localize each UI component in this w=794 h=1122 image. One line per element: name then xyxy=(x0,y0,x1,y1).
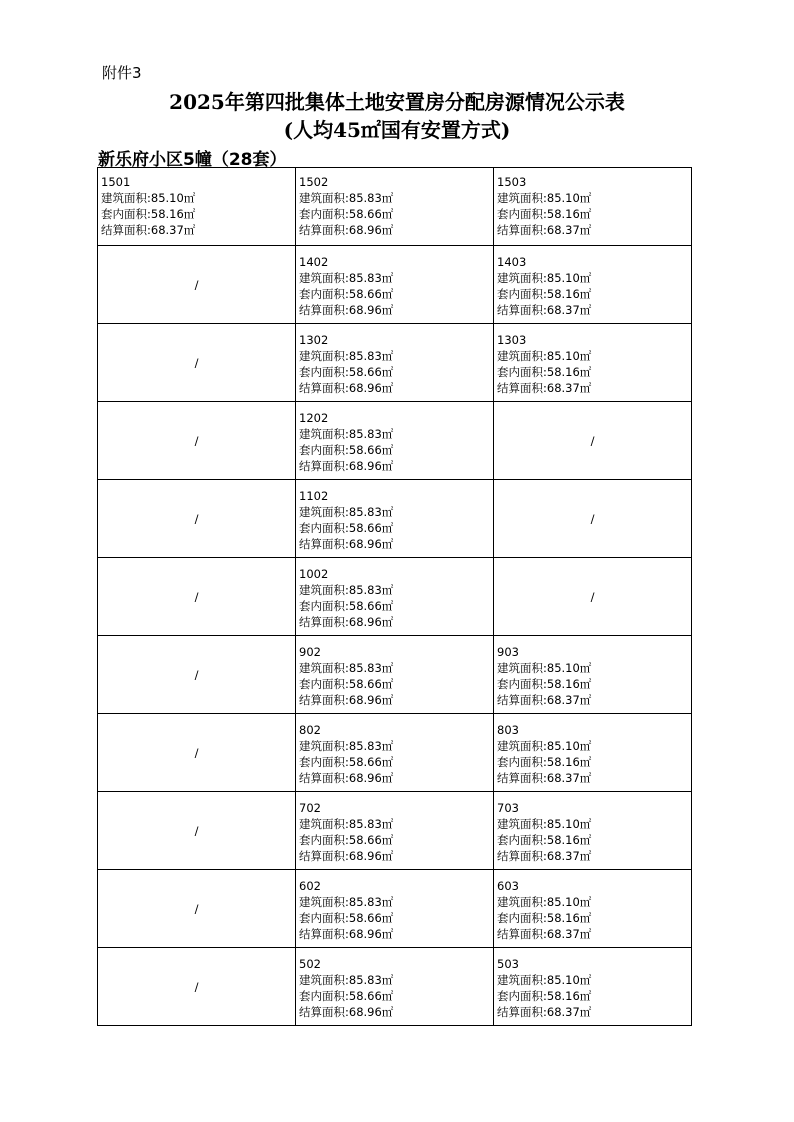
interior-area-line xyxy=(497,206,691,222)
unit-number: 603 xyxy=(497,879,519,893)
empty-cell: / xyxy=(494,402,692,480)
settlement-area-line xyxy=(299,380,493,396)
interior-area-line xyxy=(299,676,493,692)
settlement-area-label: 结算面积: xyxy=(497,223,547,237)
building-area-value: 85.10㎡ xyxy=(546,191,592,205)
interior-area-label: 套内面积: xyxy=(299,287,349,301)
building-area-value: 85.10㎡ xyxy=(546,349,592,363)
building-area-value: 85.83㎡ xyxy=(348,191,394,205)
unit-table xyxy=(97,167,692,1026)
settlement-area-line xyxy=(101,222,295,238)
building-area-label: 建筑面积: xyxy=(299,973,349,987)
settlement-area-label: 结算面积: xyxy=(299,303,349,317)
empty-cell: / xyxy=(98,324,296,402)
empty-cell: / xyxy=(98,714,296,792)
building-area-label: 建筑面积: xyxy=(497,973,547,987)
interior-area-value: 58.66㎡ xyxy=(348,989,394,1003)
interior-area-value: 58.66㎡ xyxy=(348,599,394,613)
unit-cell xyxy=(296,168,494,246)
interior-area-value: 58.66㎡ xyxy=(348,911,394,925)
building-area-line xyxy=(497,348,691,364)
unit-number: 1303 xyxy=(497,333,527,347)
building-area-line xyxy=(299,270,493,286)
settlement-area-line xyxy=(497,770,691,786)
unit-number: 502 xyxy=(299,957,321,971)
building-area-line xyxy=(299,738,493,754)
settlement-area-line xyxy=(299,848,493,864)
unit-info xyxy=(494,714,691,786)
interior-area-value: 58.66㎡ xyxy=(348,677,394,691)
interior-area-label: 套内面积: xyxy=(497,677,547,691)
settlement-area-line xyxy=(299,302,493,318)
unit-cell xyxy=(494,870,692,948)
interior-area-line xyxy=(299,910,493,926)
empty-cell: / xyxy=(98,246,296,324)
settlement-area-line xyxy=(497,848,691,864)
building-area-value: 85.83㎡ xyxy=(348,583,394,597)
interior-area-label: 套内面积: xyxy=(497,755,547,769)
building-area-label: 建筑面积: xyxy=(497,191,547,205)
unit-number: 903 xyxy=(497,645,519,659)
unit-number: 1002 xyxy=(299,567,329,581)
unit-number: 1402 xyxy=(299,255,329,269)
settlement-area-label: 结算面积: xyxy=(299,223,349,237)
unit-info xyxy=(296,402,493,474)
interior-area-label: 套内面积: xyxy=(497,833,547,847)
unit-info xyxy=(296,792,493,864)
unit-cell xyxy=(296,480,494,558)
table-row xyxy=(98,792,692,870)
settlement-area-value: 68.37㎡ xyxy=(546,223,592,237)
settlement-area-label: 结算面积: xyxy=(101,223,151,237)
empty-cell: / xyxy=(98,558,296,636)
settlement-area-label: 结算面积: xyxy=(497,693,547,707)
building-area-value: 85.10㎡ xyxy=(546,973,592,987)
interior-area-line xyxy=(299,206,493,222)
section-title: 新乐府小区5幢（28套） xyxy=(98,150,287,170)
building-area-label: 建筑面积: xyxy=(299,661,349,675)
building-area-label: 建筑面积: xyxy=(299,427,349,441)
table-row xyxy=(98,402,692,480)
unit-info xyxy=(296,948,493,1020)
interior-area-value: 58.66㎡ xyxy=(348,365,394,379)
building-area-label: 建筑面积: xyxy=(497,739,547,753)
interior-area-label: 套内面积: xyxy=(299,677,349,691)
settlement-area-line xyxy=(497,926,691,942)
page-subtitle: (人均45㎡国有安置方式) xyxy=(283,118,511,142)
settlement-area-value: 68.96㎡ xyxy=(348,381,394,395)
settlement-area-value: 68.37㎡ xyxy=(546,927,592,941)
unit-info xyxy=(296,558,493,630)
interior-area-value: 58.16㎡ xyxy=(546,833,592,847)
building-area-line xyxy=(299,972,493,988)
empty-cell: / xyxy=(494,558,692,636)
unit-number: 503 xyxy=(497,957,519,971)
settlement-area-value: 68.37㎡ xyxy=(546,849,592,863)
unit-number: 1501 xyxy=(101,175,131,189)
interior-area-label: 套内面积: xyxy=(497,365,547,379)
interior-area-label: 套内面积: xyxy=(299,833,349,847)
interior-area-line xyxy=(497,286,691,302)
interior-area-line xyxy=(497,364,691,380)
unit-number: 702 xyxy=(299,801,321,815)
building-area-label: 建筑面积: xyxy=(299,583,349,597)
settlement-area-line xyxy=(299,536,493,552)
settlement-area-value: 68.37㎡ xyxy=(546,1005,592,1019)
unit-info xyxy=(494,246,691,318)
interior-area-value: 58.16㎡ xyxy=(546,755,592,769)
unit-cell xyxy=(494,792,692,870)
building-area-value: 85.10㎡ xyxy=(150,191,196,205)
empty-cell: / xyxy=(98,636,296,714)
interior-area-value: 58.16㎡ xyxy=(546,911,592,925)
interior-area-label: 套内面积: xyxy=(299,599,349,613)
building-area-line xyxy=(299,426,493,442)
building-area-value: 85.10㎡ xyxy=(546,817,592,831)
unit-info xyxy=(494,324,691,396)
building-area-value: 85.83㎡ xyxy=(348,973,394,987)
unit-info xyxy=(296,324,493,396)
interior-area-label: 套内面积: xyxy=(299,207,349,221)
unit-info xyxy=(296,870,493,942)
building-area-line xyxy=(497,190,691,206)
building-area-line xyxy=(497,738,691,754)
building-area-label: 建筑面积: xyxy=(299,739,349,753)
interior-area-label: 套内面积: xyxy=(497,207,547,221)
settlement-area-line xyxy=(497,222,691,238)
settlement-area-value: 68.37㎡ xyxy=(150,223,196,237)
table-row xyxy=(98,870,692,948)
table-row xyxy=(98,558,692,636)
settlement-area-label: 结算面积: xyxy=(497,1005,547,1019)
attachment-label: 附件3 xyxy=(102,64,142,82)
interior-area-label: 套内面积: xyxy=(497,911,547,925)
unit-number: 1403 xyxy=(497,255,527,269)
interior-area-label: 套内面积: xyxy=(299,755,349,769)
unit-cell xyxy=(296,948,494,1026)
settlement-area-value: 68.96㎡ xyxy=(348,615,394,629)
settlement-area-line xyxy=(299,770,493,786)
table-row xyxy=(98,714,692,792)
unit-info xyxy=(494,870,691,942)
building-area-value: 85.83㎡ xyxy=(348,817,394,831)
settlement-area-label: 结算面积: xyxy=(299,615,349,629)
settlement-area-value: 68.96㎡ xyxy=(348,537,394,551)
table-row xyxy=(98,246,692,324)
settlement-area-value: 68.37㎡ xyxy=(546,303,592,317)
interior-area-value: 58.66㎡ xyxy=(348,521,394,535)
settlement-area-label: 结算面积: xyxy=(299,381,349,395)
building-area-line xyxy=(299,348,493,364)
table-row xyxy=(98,948,692,1026)
interior-area-value: 58.16㎡ xyxy=(546,207,592,221)
interior-area-label: 套内面积: xyxy=(299,365,349,379)
building-area-label: 建筑面积: xyxy=(299,271,349,285)
unit-cell xyxy=(296,402,494,480)
settlement-area-label: 结算面积: xyxy=(299,849,349,863)
building-area-value: 85.83㎡ xyxy=(348,505,394,519)
interior-area-line xyxy=(299,286,493,302)
settlement-area-label: 结算面积: xyxy=(299,1005,349,1019)
building-area-label: 建筑面积: xyxy=(299,505,349,519)
interior-area-line xyxy=(299,754,493,770)
table-row xyxy=(98,636,692,714)
building-area-line xyxy=(497,972,691,988)
unit-info xyxy=(296,714,493,786)
empty-cell: / xyxy=(98,480,296,558)
unit-cell xyxy=(494,714,692,792)
unit-cell xyxy=(296,792,494,870)
unit-cell xyxy=(494,324,692,402)
unit-cell xyxy=(494,246,692,324)
unit-cell xyxy=(296,714,494,792)
unit-number: 703 xyxy=(497,801,519,815)
building-area-value: 85.10㎡ xyxy=(546,271,592,285)
unit-info xyxy=(494,168,691,238)
table-row xyxy=(98,168,692,246)
interior-area-line xyxy=(497,988,691,1004)
interior-area-value: 58.16㎡ xyxy=(546,677,592,691)
settlement-area-value: 68.96㎡ xyxy=(348,771,394,785)
interior-area-line xyxy=(299,598,493,614)
building-area-value: 85.83㎡ xyxy=(348,349,394,363)
settlement-area-value: 68.96㎡ xyxy=(348,303,394,317)
unit-number: 802 xyxy=(299,723,321,737)
unit-number: 1102 xyxy=(299,489,329,503)
interior-area-label: 套内面积: xyxy=(101,207,151,221)
unit-cell xyxy=(296,870,494,948)
empty-cell: / xyxy=(98,870,296,948)
settlement-area-label: 结算面积: xyxy=(299,693,349,707)
interior-area-line xyxy=(299,520,493,536)
building-area-label: 建筑面积: xyxy=(299,349,349,363)
building-area-value: 85.10㎡ xyxy=(546,895,592,909)
building-area-value: 85.83㎡ xyxy=(348,739,394,753)
unit-cell xyxy=(494,948,692,1026)
building-area-line xyxy=(497,816,691,832)
building-area-value: 85.10㎡ xyxy=(546,739,592,753)
interior-area-value: 58.16㎡ xyxy=(546,287,592,301)
interior-area-value: 58.66㎡ xyxy=(348,833,394,847)
interior-area-label: 套内面积: xyxy=(497,287,547,301)
building-area-line xyxy=(497,894,691,910)
unit-cell xyxy=(494,168,692,246)
settlement-area-value: 68.96㎡ xyxy=(348,693,394,707)
settlement-area-line xyxy=(299,692,493,708)
settlement-area-line xyxy=(299,614,493,630)
settlement-area-line xyxy=(299,1004,493,1020)
settlement-area-line xyxy=(497,1004,691,1020)
table-row xyxy=(98,324,692,402)
unit-cell xyxy=(296,246,494,324)
empty-cell: / xyxy=(98,402,296,480)
building-area-label: 建筑面积: xyxy=(299,895,349,909)
unit-info xyxy=(98,168,295,238)
settlement-area-value: 68.96㎡ xyxy=(348,849,394,863)
settlement-area-label: 结算面积: xyxy=(299,537,349,551)
settlement-area-line xyxy=(497,692,691,708)
interior-area-value: 58.66㎡ xyxy=(348,443,394,457)
building-area-label: 建筑面积: xyxy=(497,661,547,675)
building-area-line xyxy=(299,660,493,676)
interior-area-value: 58.16㎡ xyxy=(546,989,592,1003)
interior-area-line xyxy=(497,910,691,926)
unit-info xyxy=(494,636,691,708)
interior-area-line xyxy=(299,364,493,380)
building-area-line xyxy=(497,270,691,286)
interior-area-value: 58.66㎡ xyxy=(348,287,394,301)
unit-cell xyxy=(296,558,494,636)
settlement-area-line xyxy=(497,302,691,318)
unit-info xyxy=(296,246,493,318)
interior-area-label: 套内面积: xyxy=(299,911,349,925)
building-area-label: 建筑面积: xyxy=(101,191,151,205)
interior-area-line xyxy=(101,206,295,222)
interior-area-line xyxy=(497,832,691,848)
unit-info xyxy=(296,168,493,238)
settlement-area-label: 结算面积: xyxy=(497,927,547,941)
unit-info xyxy=(494,948,691,1020)
interior-area-value: 58.66㎡ xyxy=(348,207,394,221)
unit-number: 1202 xyxy=(299,411,329,425)
building-area-line xyxy=(299,582,493,598)
settlement-area-value: 68.96㎡ xyxy=(348,1005,394,1019)
building-area-value: 85.83㎡ xyxy=(348,271,394,285)
interior-area-value: 58.16㎡ xyxy=(546,365,592,379)
page-title: 2025年第四批集体土地安置房分配房源情况公示表 xyxy=(169,90,625,114)
settlement-area-value: 68.37㎡ xyxy=(546,771,592,785)
building-area-line xyxy=(299,190,493,206)
interior-area-line xyxy=(299,832,493,848)
settlement-area-label: 结算面积: xyxy=(497,381,547,395)
table-row xyxy=(98,480,692,558)
unit-table-body xyxy=(98,168,692,1026)
unit-number: 602 xyxy=(299,879,321,893)
unit-number: 902 xyxy=(299,645,321,659)
empty-cell: / xyxy=(494,480,692,558)
building-area-label: 建筑面积: xyxy=(497,817,547,831)
settlement-area-label: 结算面积: xyxy=(497,771,547,785)
empty-cell: / xyxy=(98,948,296,1026)
unit-number: 803 xyxy=(497,723,519,737)
interior-area-value: 58.66㎡ xyxy=(348,755,394,769)
interior-area-line xyxy=(497,676,691,692)
interior-area-line xyxy=(299,442,493,458)
unit-cell xyxy=(296,636,494,714)
empty-cell: / xyxy=(98,792,296,870)
unit-number: 1503 xyxy=(497,175,527,189)
unit-cell xyxy=(98,168,296,246)
unit-info xyxy=(296,480,493,552)
building-area-value: 85.83㎡ xyxy=(348,895,394,909)
settlement-area-value: 68.96㎡ xyxy=(348,927,394,941)
building-area-label: 建筑面积: xyxy=(299,191,349,205)
building-area-label: 建筑面积: xyxy=(299,817,349,831)
settlement-area-line xyxy=(299,926,493,942)
building-area-line xyxy=(299,894,493,910)
interior-area-label: 套内面积: xyxy=(299,989,349,1003)
unit-number: 1502 xyxy=(299,175,329,189)
settlement-area-label: 结算面积: xyxy=(299,459,349,473)
settlement-area-value: 68.96㎡ xyxy=(348,459,394,473)
settlement-area-value: 68.96㎡ xyxy=(348,223,394,237)
building-area-line xyxy=(299,816,493,832)
building-area-line xyxy=(497,660,691,676)
building-area-label: 建筑面积: xyxy=(497,895,547,909)
building-area-label: 建筑面积: xyxy=(497,349,547,363)
interior-area-label: 套内面积: xyxy=(497,989,547,1003)
settlement-area-label: 结算面积: xyxy=(299,927,349,941)
settlement-area-line xyxy=(299,222,493,238)
building-area-line xyxy=(101,190,295,206)
unit-number: 1302 xyxy=(299,333,329,347)
settlement-area-label: 结算面积: xyxy=(299,771,349,785)
settlement-area-label: 结算面积: xyxy=(497,849,547,863)
settlement-area-value: 68.37㎡ xyxy=(546,693,592,707)
unit-cell xyxy=(494,636,692,714)
settlement-area-line xyxy=(299,458,493,474)
settlement-area-line xyxy=(497,380,691,396)
settlement-area-label: 结算面积: xyxy=(497,303,547,317)
building-area-value: 85.83㎡ xyxy=(348,661,394,675)
building-area-value: 85.10㎡ xyxy=(546,661,592,675)
interior-area-label: 套内面积: xyxy=(299,521,349,535)
building-area-label: 建筑面积: xyxy=(497,271,547,285)
building-area-line xyxy=(299,504,493,520)
building-area-value: 85.83㎡ xyxy=(348,427,394,441)
interior-area-label: 套内面积: xyxy=(299,443,349,457)
unit-info xyxy=(296,636,493,708)
interior-area-value: 58.16㎡ xyxy=(150,207,196,221)
unit-cell xyxy=(296,324,494,402)
interior-area-line xyxy=(497,754,691,770)
unit-info xyxy=(494,792,691,864)
settlement-area-value: 68.37㎡ xyxy=(546,381,592,395)
interior-area-line xyxy=(299,988,493,1004)
